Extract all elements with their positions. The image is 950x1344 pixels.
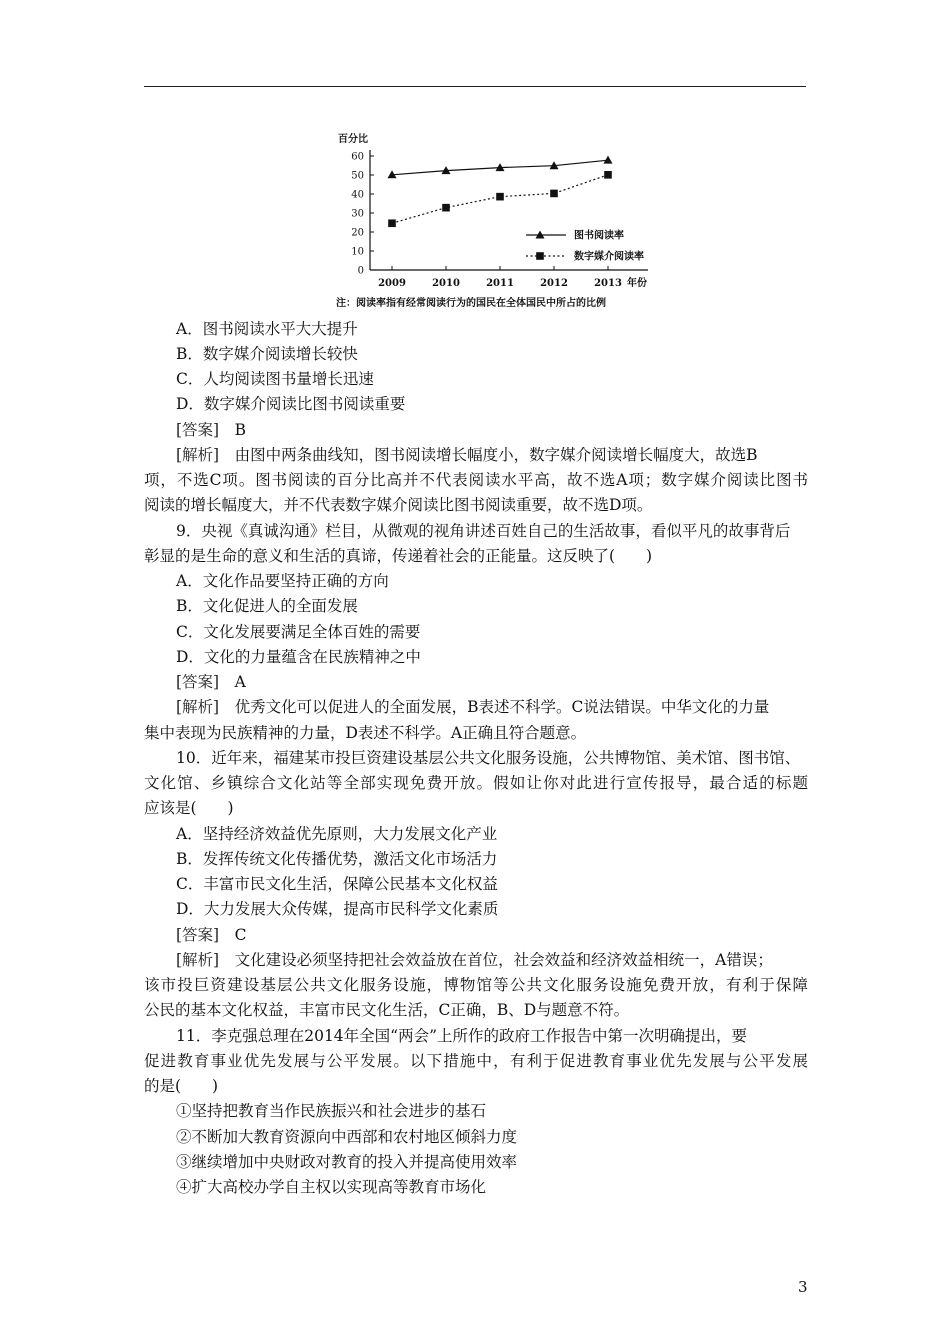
- q9-stem-line2: 彰显的是生命的意义和生活的真谛，传递着社会的正能量。这反映了( ): [144, 547, 653, 565]
- y-tick-label: 0: [357, 265, 364, 277]
- y-tick-labels: [351, 152, 364, 277]
- x-tick-label: 2012: [540, 278, 568, 289]
- q11-stem-line1: 11．李克强总理在2014年全国“两会”上所作的政府工作报告中第一次明确提出，要: [176, 1027, 748, 1045]
- answer-value: B: [234, 421, 247, 439]
- analysis-text: 由图中两条曲线知，图书阅读增长幅度小，数字媒介阅读增长幅度大，故选B: [234, 446, 758, 464]
- q8-option-b: B．数字媒介阅读增长较快: [176, 345, 358, 363]
- q10-option-d: D．大力发展大众传媒，提高市民科学文化素质: [176, 900, 499, 918]
- q10-stem-line2: 文化馆、乡镇综合文化站等全部实现免费开放。假如让你对此进行宣传报导，最合适的标题: [144, 774, 808, 792]
- x-tick-label: 2010: [432, 278, 460, 289]
- x-axis-suffix: 年份: [627, 278, 647, 289]
- q10-option-c: C．丰富市民文化生活，保障公民基本文化权益: [176, 875, 498, 893]
- answer-value: A: [234, 673, 246, 691]
- q9-analysis-line2: 集中表现为民族精神的力量，D表述不科学。A正确且符合题意。: [144, 724, 587, 742]
- q8-option-c: C．人均阅读图书量增长迅速: [176, 370, 374, 388]
- q9-option-c: C．文化发展要满足全体百姓的需要: [176, 623, 421, 641]
- q11-stem-line3: 的是( ): [144, 1077, 219, 1095]
- legend-label-1: 图书阅读率: [574, 230, 624, 242]
- analysis-tag: [解析]: [176, 446, 220, 464]
- q9-stem-line1: 9．央视《真诚沟通》栏目，从微观的视角讲述百姓自己的生活故事，看似平凡的故事背后: [176, 522, 791, 540]
- reading-rate-chart: [330, 128, 660, 313]
- q11-item-4: ④扩大高校办学自主权以实现高等教育市场化: [176, 1178, 487, 1196]
- q9-option-d: D．文化的力量蕴含在民族精神之中: [176, 648, 421, 666]
- y-tick-label: 40: [351, 189, 364, 201]
- q10-option-b: B．发挥传统文化传播优势，激活文化市场活力: [176, 850, 498, 868]
- q10-analysis-line1: [176, 949, 773, 971]
- data-point-2-1: [388, 219, 396, 227]
- q8-option-d: D．数字媒介阅读比图书阅读重要: [176, 395, 406, 413]
- data-point-2-4: [550, 190, 558, 198]
- y-tick-label: 50: [351, 170, 364, 182]
- y-axis-label: 百分比: [338, 134, 368, 145]
- q11-stem-line2: 促进教育事业优先发展与公平发展。以下措施中，有利于促进教育事业优先发展与公平发展: [144, 1052, 808, 1070]
- q8-answer: [176, 419, 246, 441]
- q8-analysis-line1: [176, 444, 758, 466]
- legend-marker-2: [536, 252, 544, 260]
- q10-analysis-line3: 公民的基本文化权益，丰富市民文化生活，C正确，B、D与题意不符。: [144, 1001, 630, 1019]
- data-point-1-5: [604, 156, 613, 164]
- q10-option-a: A．坚持经济效益优先原则，大力发展文化产业: [176, 825, 498, 843]
- page-number: 3: [798, 1278, 808, 1296]
- q11-item-3: ③继续增加中央财政对教育的投入并提高使用效率: [176, 1153, 518, 1171]
- header-rule: [144, 86, 806, 87]
- x-tick-label: 2009: [378, 278, 406, 289]
- y-tick-label: 30: [351, 208, 364, 220]
- q8-analysis-line3: 阅读的增长幅度大，并不代表数字媒介阅读比图书阅读重要，故不选D项。: [144, 496, 653, 514]
- q11-item-2: ②不断加大教育资源向中西部和农村地区倾斜力度: [176, 1128, 518, 1146]
- q9-option-b: B．文化促进人的全面发展: [176, 597, 358, 615]
- legend-label-2: 数字媒介阅读率: [574, 251, 644, 263]
- legend: [526, 229, 644, 263]
- q9-analysis-line1: [176, 696, 769, 718]
- x-tick-labels: [378, 278, 622, 289]
- q10-stem-line3: 应该是( ): [144, 799, 234, 817]
- q9-option-a: A．文化作品要坚持正确的方向: [176, 572, 389, 590]
- analysis-tag: [解析]: [176, 951, 220, 969]
- y-tick-label: 60: [351, 151, 364, 163]
- y-tick-label: 20: [351, 227, 364, 239]
- q10-analysis-line2: 该市投巨资建设基层公共文化服务设施，博物馆等公共文化服务设施免费开放，有利于保障: [144, 976, 808, 994]
- answer-tag: [答案]: [176, 926, 220, 944]
- series-group: [388, 156, 613, 227]
- chart-note: 注：阅读率指有经常阅读行为的国民在全体国民中所占的比例: [336, 298, 606, 309]
- y-tick-label: 10: [351, 246, 364, 258]
- q11-item-1: ①坚持把教育当作民族振兴和社会进步的基石: [176, 1102, 487, 1120]
- data-point-2-2: [442, 204, 450, 212]
- answer-tag: [答案]: [176, 673, 220, 691]
- data-point-2-3: [496, 193, 504, 201]
- answer-tag: [答案]: [176, 421, 220, 439]
- data-point-2-5: [604, 171, 612, 179]
- q8-option-a: A．图书阅读水平大大提升: [176, 320, 358, 338]
- analysis-text: 优秀文化可以促进人的全面发展，B表述不科学。C说法错误。中华文化的力量: [234, 698, 770, 716]
- q10-answer: [176, 924, 247, 946]
- x-tick-label: 2011: [486, 278, 514, 289]
- q9-answer: [176, 671, 246, 693]
- q8-analysis-line2: 项，不选C项。图书阅读的百分比高并不代表阅读水平高，故不选A项；数字媒介阅读比图书: [144, 471, 808, 489]
- x-tick-label: 2013: [594, 278, 622, 289]
- analysis-text: 文化建设必须坚持把社会效益放在首位，社会效益和经济效益相统一，A错误；: [234, 951, 773, 969]
- answer-value: C: [234, 926, 247, 944]
- analysis-tag: [解析]: [176, 698, 220, 716]
- q10-stem-line1: 10．近年来，福建某市投巨资建设基层公共文化服务设施，公共博物馆、美术馆、图书馆、: [176, 749, 801, 767]
